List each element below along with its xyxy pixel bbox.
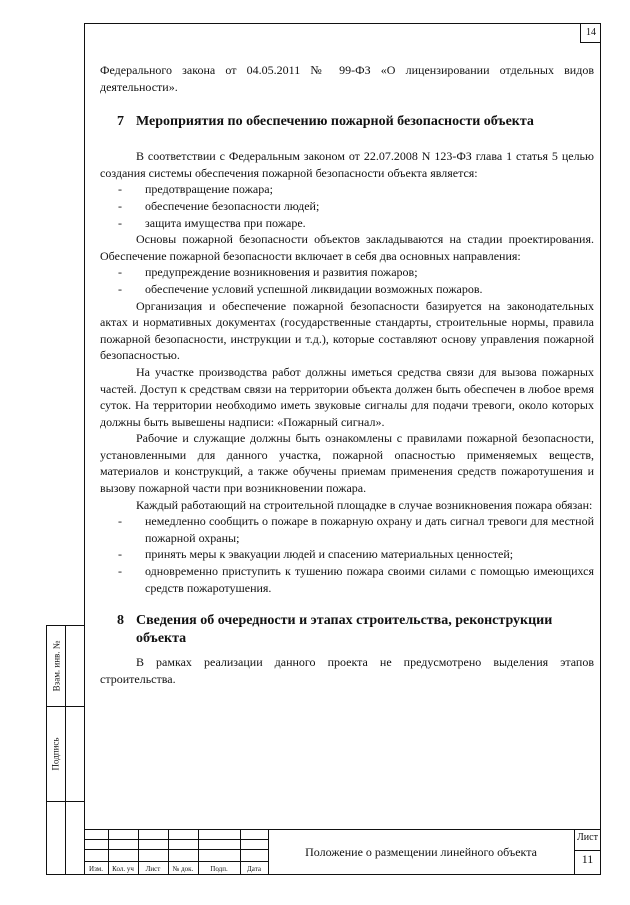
column-header: Кол. уч	[112, 865, 134, 873]
list-item: - защита имущества при пожаре.	[100, 215, 594, 232]
page-number-top: 14	[580, 23, 601, 43]
column-header: № док.	[172, 865, 194, 873]
column-header: Лист	[145, 865, 161, 873]
list-item: - предупреждение возникновения и развития пожаров;	[100, 264, 594, 281]
document-body	[100, 62, 594, 687]
side-stamp	[46, 625, 84, 875]
title-block	[84, 829, 601, 875]
document-title: Положение о размещении линейного объекта	[305, 845, 537, 859]
sheet-label: Лист	[577, 832, 598, 843]
column-header: Изм.	[89, 865, 103, 873]
sheet-number: 11	[581, 852, 594, 866]
section-7-heading: 7 Мероприятия по обеспечению пожарной безопасности объекта	[117, 114, 534, 130]
column-header: Подп.	[210, 865, 228, 873]
section-7-paragraph-6: Каждый работающий на строительной площадке в случае возникновения пожара обязан:	[136, 497, 593, 512]
paragraph-continuation: Федерального закона от 04.05.2011 № 99-ФЗ «О лицензировании отдельных видов деятельности».	[100, 63, 594, 94]
section-8-paragraph-1: В рамках реализации данного проекта не предусмотрено выделения этапов строительства.	[100, 655, 594, 686]
list-item: - обеспечение безопасности людей;	[100, 198, 594, 215]
section-7-paragraph-2: Основы пожарной безопасности объектов закладываются на стадии проектирования. Обеспечение пожарной безопасности включает в себя два основных направления:	[100, 232, 594, 263]
list-item: - обеспечение условий успешной ликвидации возможных пожаров.	[100, 281, 594, 298]
side-label-podpis: Подпись	[51, 736, 61, 771]
section-7-paragraph-5: Рабочие и служащие должны быть ознакомлены с правилами пожарной безопасности, установленными для данного участка, пожарной опасностью применяемых веществ, материалов и конструкций, а также обучены приемам применения средств пожаротушения и вызову пожарной части при возникновении пожара.	[100, 431, 594, 496]
list-item: - одновременно приступить к тушению пожара своими силами с помощью имеющихся средств пожаротушения.	[100, 563, 594, 596]
section-7-paragraph-1: В соответствии с Федеральным законом от 22.07.2008 N 123-ФЗ глава 1 статья 5 целью создания системы обеспечения пожарной безопасности объекта является:	[100, 149, 594, 180]
list-item: - предотвращение пожара;	[100, 181, 594, 198]
list-item: - принять меры к эвакуации людей и спасению материальных ценностей;	[100, 546, 594, 563]
list-item: - немедленно сообщить о пожаре в пожарную охрану и дать сигнал тревоги для местной пожарной охраны;	[100, 513, 594, 546]
column-header: Дата	[247, 865, 261, 873]
section-8-heading: 8 Сведения об очередности и этапах строительства, реконструкции объекта	[117, 613, 553, 647]
section-7-paragraph-4: На участке производства работ должны иметься средства связи для вызова пожарных частей. Доступ к средствам связи на территории объекта должен быть обеспечен в любое время суток. На территории необходимо иметь звуковые сигналы для подачи тревоги, около которых должны быть вывешены надписи: «Пожарный сигнал».	[100, 364, 594, 429]
section-7-paragraph-3: Организация и обеспечение пожарной безопасности базируется на законодательных актах и нормативных документах (государственные стандарты, строительные нормы, правила пожарной безопасности, инструкции и т.д.), которые составляют основу управления пожарной безопасностью.	[100, 298, 594, 363]
side-label-vzam: Взам. инв. №	[51, 640, 61, 692]
